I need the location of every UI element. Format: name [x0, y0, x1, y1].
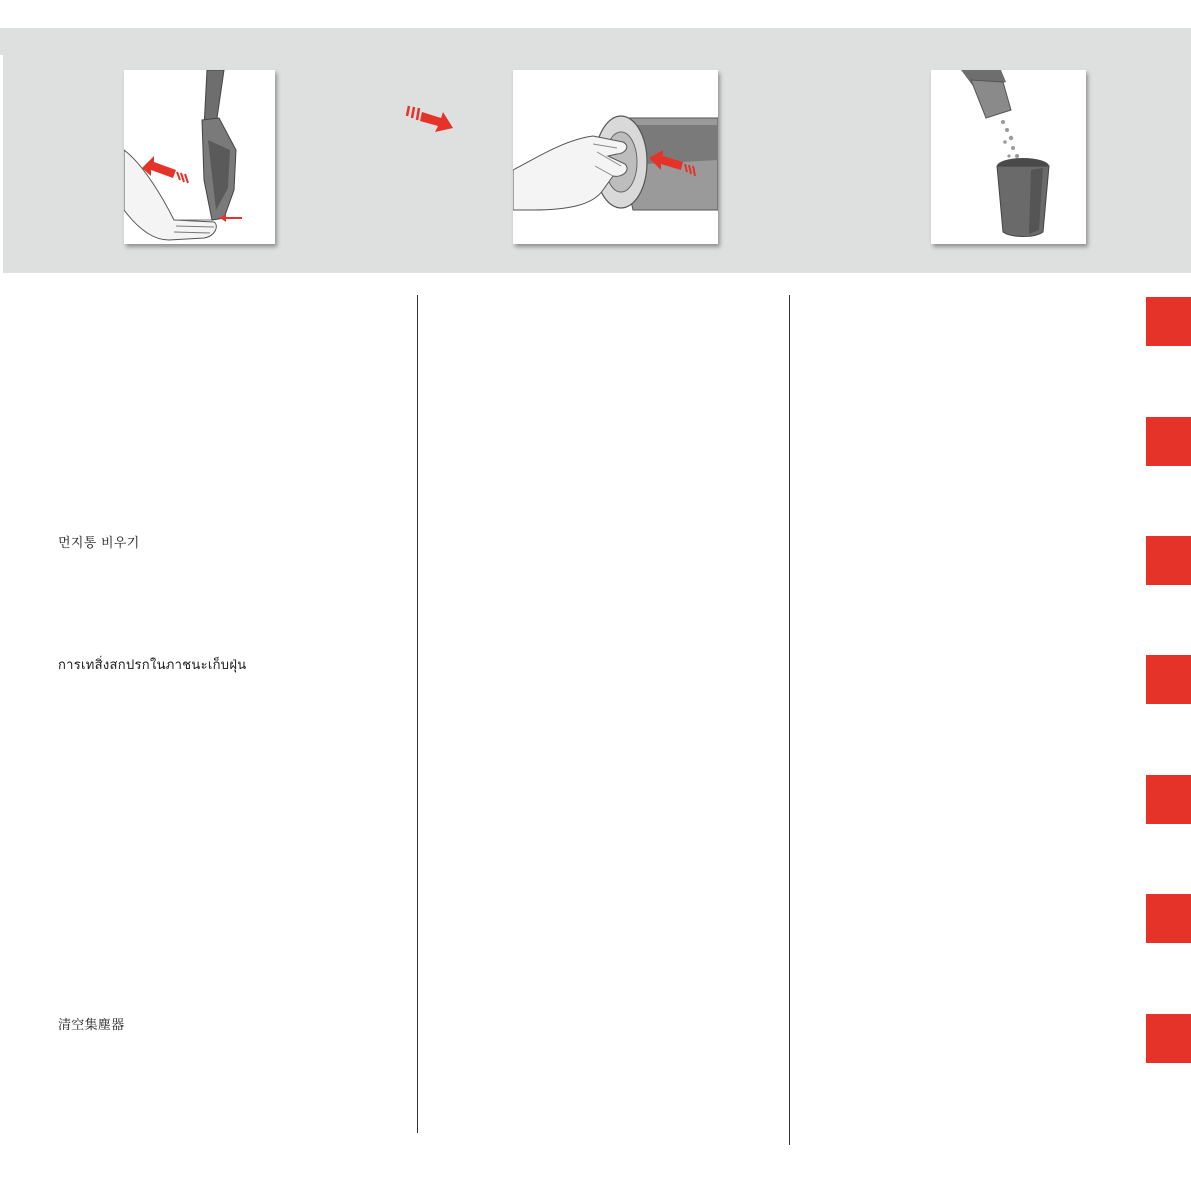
section-heading-korean: 먼지통 비우기 [58, 536, 140, 551]
language-tab [1146, 536, 1191, 585]
language-tab [1146, 894, 1191, 943]
section-heading-chinese: 清空集塵器 [58, 1018, 125, 1033]
section-heading-thai: การเทสิ่งสกปรกในภาชนะเก็บฝุ่น [58, 658, 247, 673]
language-tab [1146, 417, 1191, 466]
column-divider-left [417, 295, 418, 1133]
illustration-step-2 [513, 70, 718, 244]
language-tab [1146, 655, 1191, 704]
language-tab [1146, 297, 1191, 346]
filter-removal-illustration [513, 70, 718, 244]
flow-arrow-icon [405, 104, 455, 136]
illustration-step-3 [931, 70, 1086, 244]
language-tab [1146, 1014, 1191, 1063]
column-divider-right [789, 295, 790, 1145]
illustration-step-1 [124, 70, 275, 244]
hand-vacuum-illustration [124, 70, 275, 244]
dust-bin-illustration [931, 70, 1086, 244]
band-edge [0, 55, 3, 273]
language-tab [1146, 775, 1191, 824]
